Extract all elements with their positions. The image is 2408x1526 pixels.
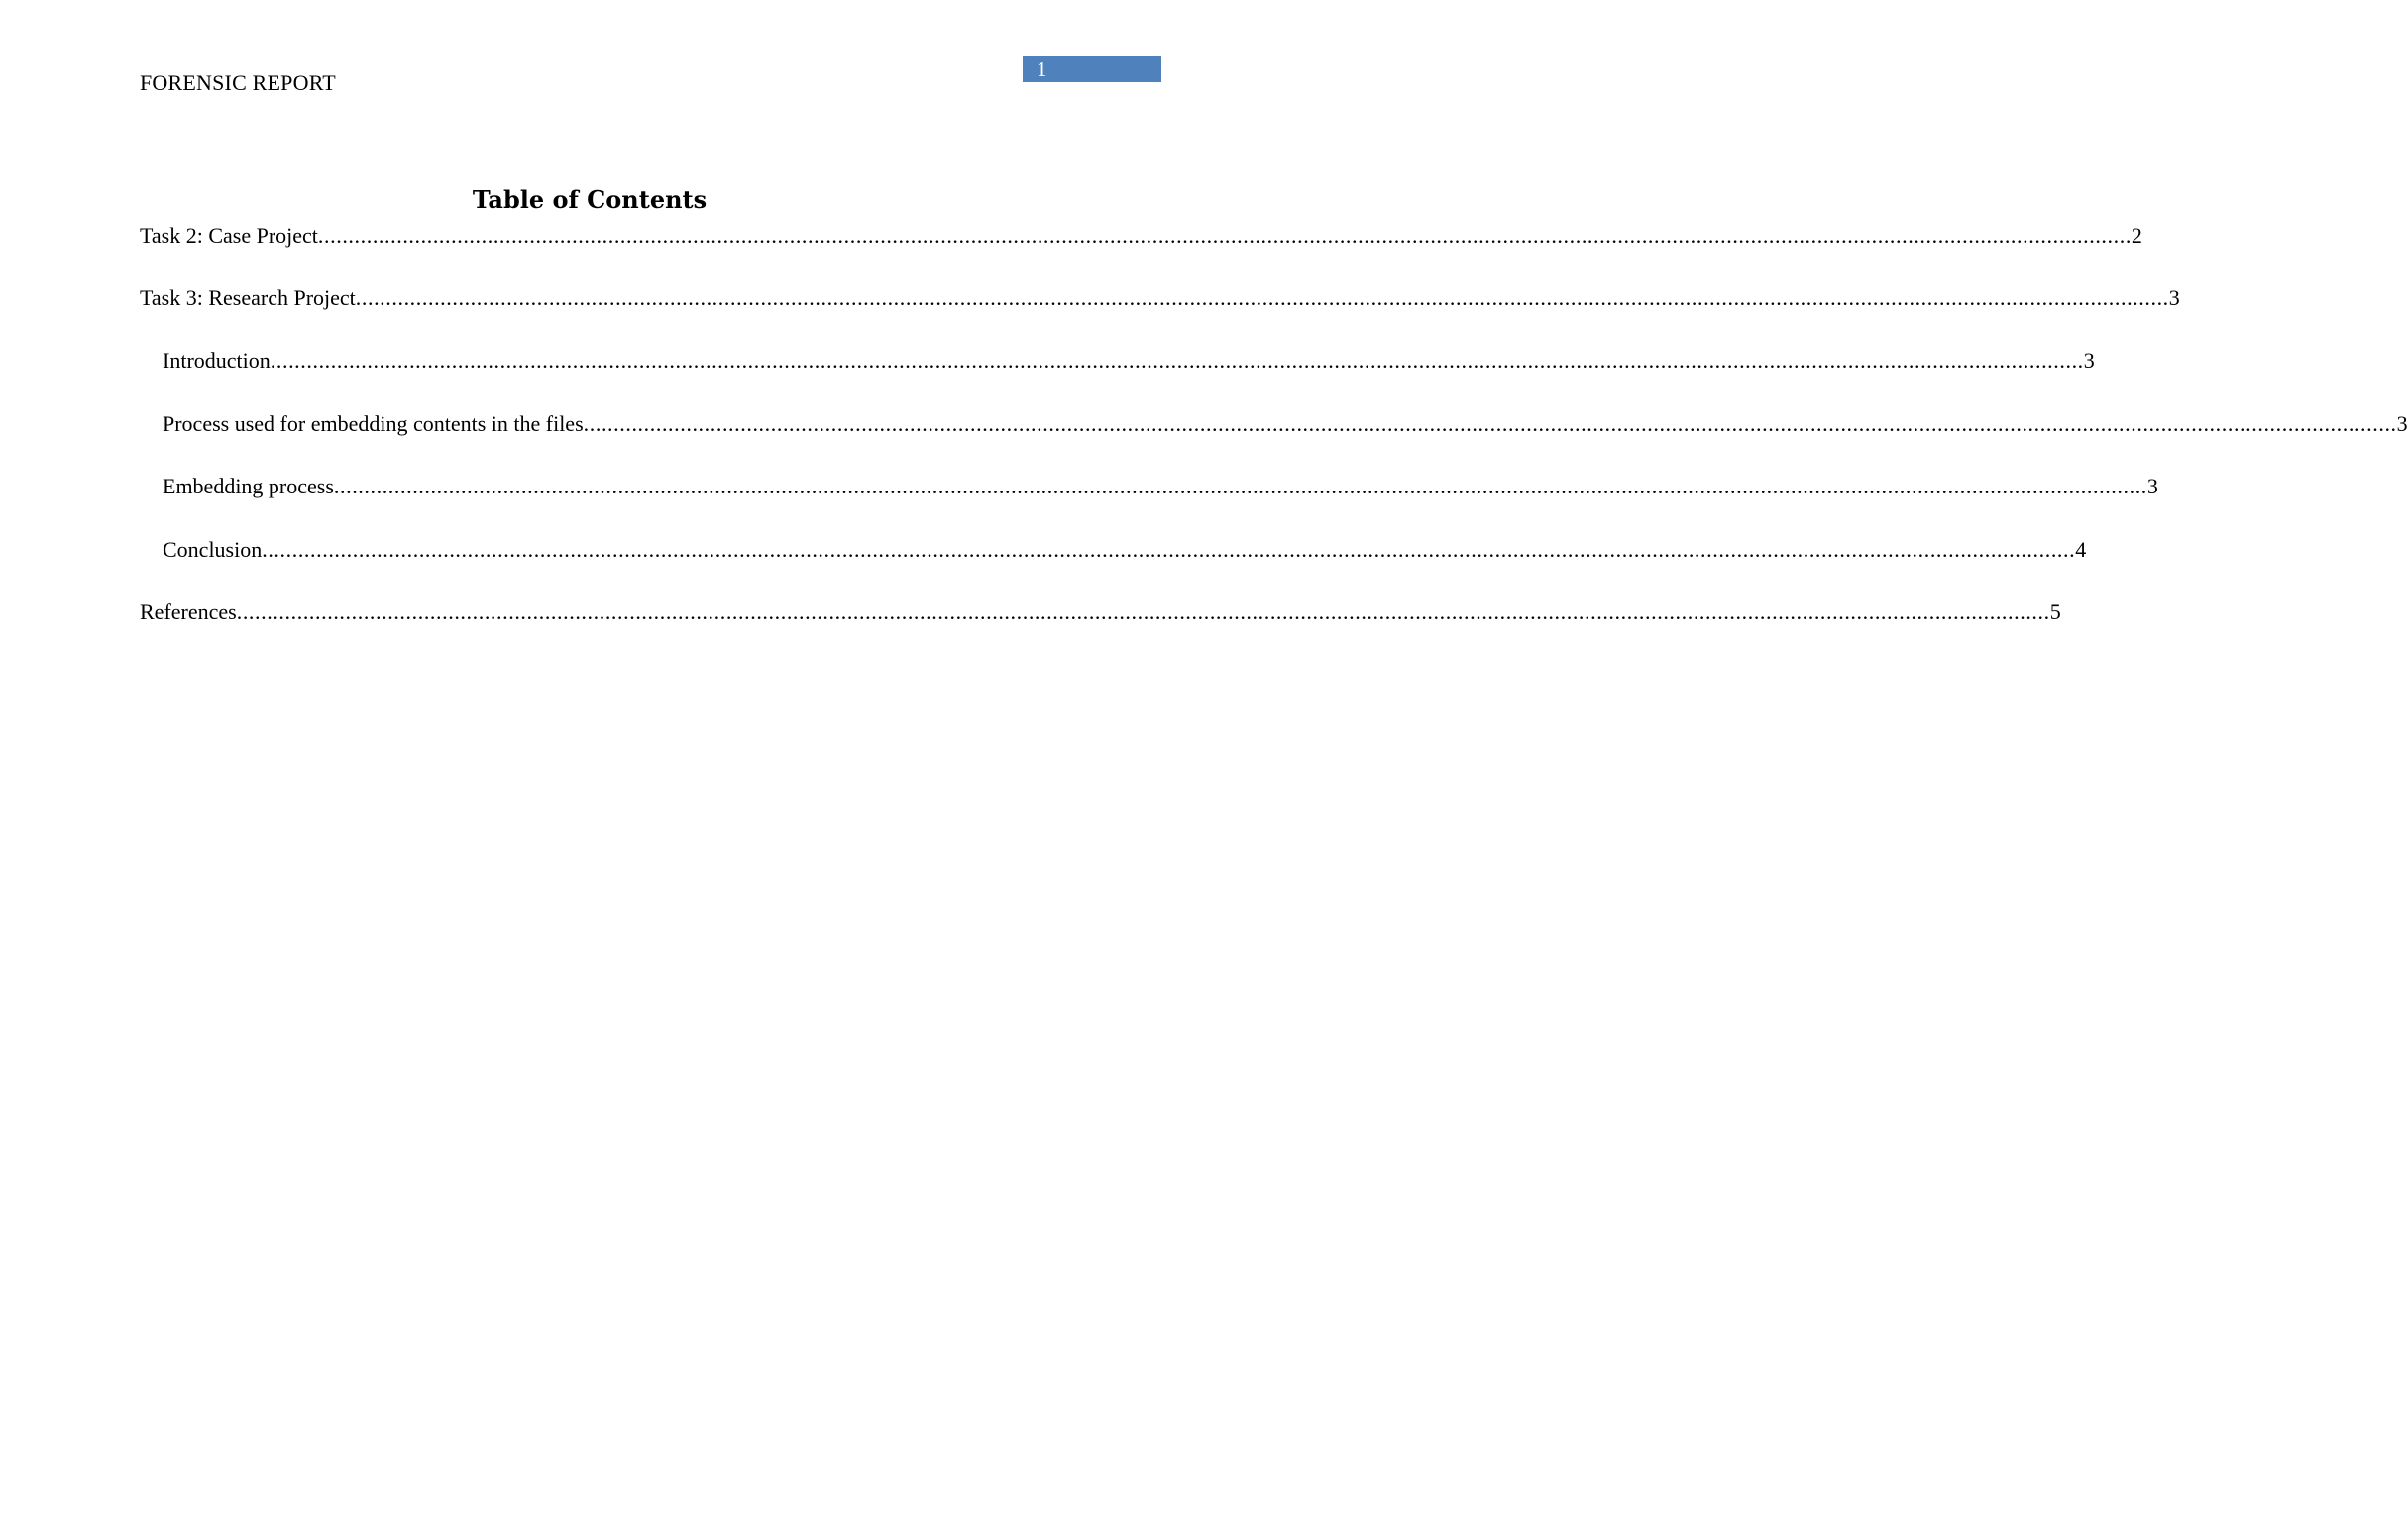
toc-dot-leader: ............................................................................................................................................................................................................................................................................................................ xyxy=(317,223,2132,248)
toc-entry-page: 3 xyxy=(2168,285,2180,310)
toc-entry[interactable] xyxy=(140,600,2061,625)
toc-entry[interactable] xyxy=(163,474,2158,499)
toc-entry-page: 3 xyxy=(2396,411,2408,436)
toc-entry-label: Task 2: Case Project xyxy=(140,223,318,248)
header-title: FORENSIC REPORT xyxy=(140,70,336,95)
toc-dot-leader: ............................................................................................................................................................................................................................................................................................................ xyxy=(355,285,2169,310)
toc-entry-label: Process used for embedding contents in the files xyxy=(163,411,584,436)
toc-entry[interactable] xyxy=(140,285,2180,311)
toc-entry-page: 3 xyxy=(2146,474,2158,498)
toc-entry[interactable] xyxy=(163,411,2408,437)
toc-dot-leader: ............................................................................................................................................................................................................................................................................................................ xyxy=(583,411,2397,436)
toc-entry-page: 2 xyxy=(2131,223,2142,248)
toc-entry-label: Embedding process xyxy=(163,474,334,498)
page-number-badge xyxy=(1023,56,1161,82)
toc-entry-label: Task 3: Research Project xyxy=(140,285,356,310)
toc-dot-leader: ............................................................................................................................................................................................................................................................................................................ xyxy=(236,600,2050,624)
toc-dot-leader: ............................................................................................................................................................................................................................................................................................................ xyxy=(270,348,2084,373)
toc-entry-label: Introduction xyxy=(163,348,271,373)
toc-entry-page: 4 xyxy=(2075,537,2087,562)
toc-heading: Table of Contents xyxy=(472,185,708,214)
toc-dot-leader: ............................................................................................................................................................................................................................................................................................................ xyxy=(333,474,2147,498)
toc-entry[interactable] xyxy=(163,348,2095,374)
page-number: 1 xyxy=(1037,57,1047,81)
toc-entry[interactable] xyxy=(140,223,2142,249)
toc-dot-leader: ............................................................................................................................................................................................................................................................................................................ xyxy=(262,537,2076,562)
toc-entry-label: References xyxy=(140,600,237,624)
toc-entry[interactable] xyxy=(163,537,2087,563)
toc-entry-page: 3 xyxy=(2083,348,2095,373)
toc-entry-page: 5 xyxy=(2049,600,2061,624)
toc-entry-label: Conclusion xyxy=(163,537,263,562)
